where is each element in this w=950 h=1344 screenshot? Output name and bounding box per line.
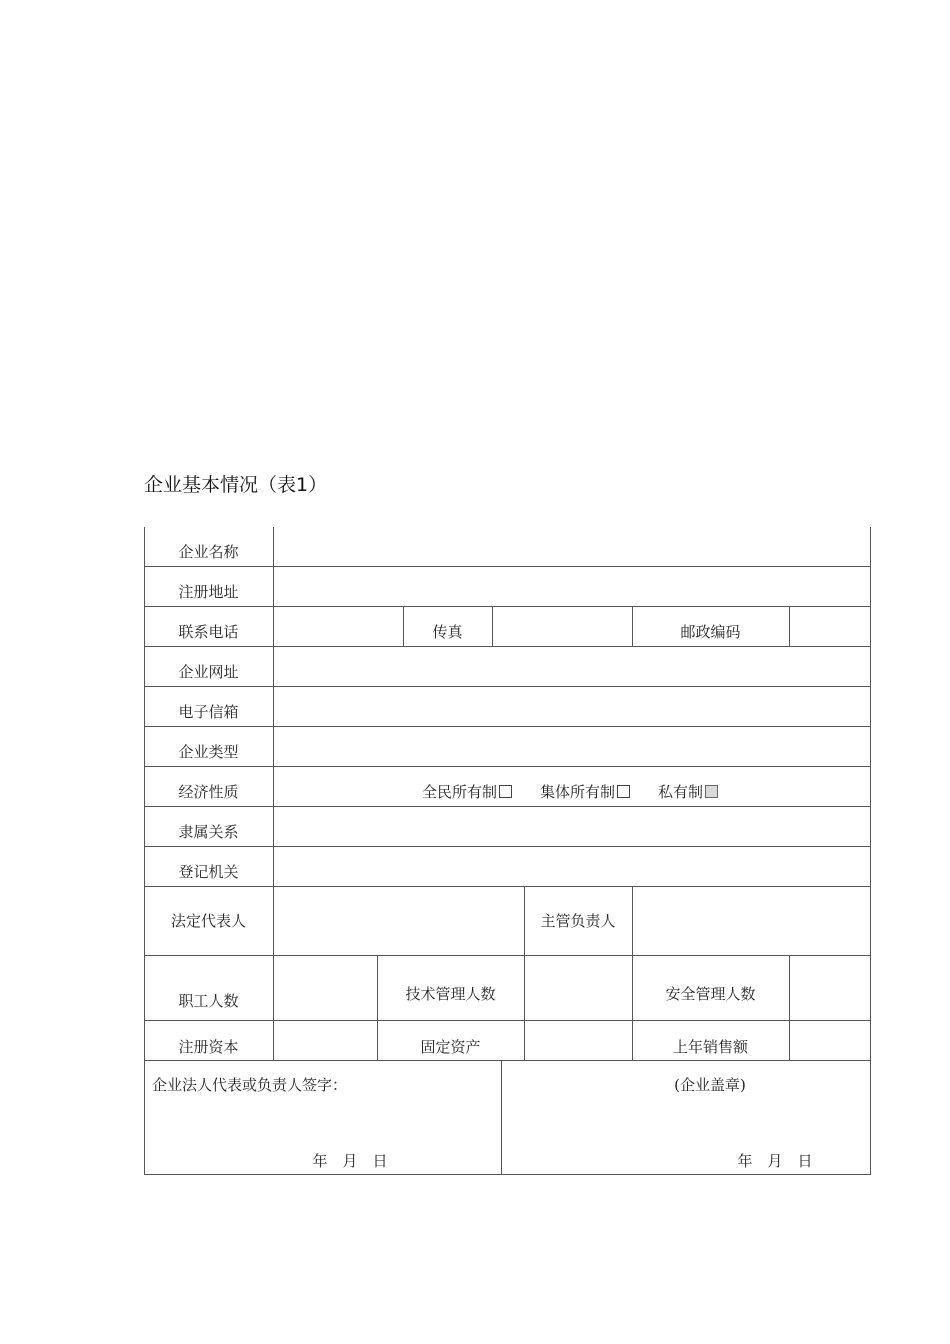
label-postcode: 邮政编码 xyxy=(680,623,741,641)
option-private[interactable]: 私有制 xyxy=(658,781,718,802)
label-affiliation: 隶属关系 xyxy=(178,823,239,841)
label-enterprise-name: 企业名称 xyxy=(178,543,239,561)
label-fax: 传真 xyxy=(432,623,463,641)
label-economic-nature: 经济性质 xyxy=(178,783,239,801)
checkbox-collective[interactable] xyxy=(617,785,630,798)
signature-label: 企业法人代表或负责人签字： xyxy=(152,1075,348,1094)
label-legal-representative: 法定代表人 xyxy=(170,912,246,930)
checkbox-state-owned[interactable] xyxy=(499,785,512,798)
seal-date: 年 月 日 xyxy=(737,1151,813,1170)
seal-label: (企业盖章) xyxy=(674,1075,746,1094)
signature-date: 年 月 日 xyxy=(312,1151,388,1170)
label-manager: 主管负责人 xyxy=(540,912,616,930)
label-tech-mgmt-count: 技术管理人数 xyxy=(405,985,496,1003)
label-phone: 联系电话 xyxy=(178,623,239,641)
checkbox-private[interactable] xyxy=(705,785,718,798)
label-staff-count: 职工人数 xyxy=(178,991,239,1010)
option-collective[interactable]: 集体所有制 xyxy=(540,781,630,802)
label-safety-mgmt-count: 安全管理人数 xyxy=(665,985,756,1003)
label-fixed-assets: 固定资产 xyxy=(420,1037,481,1056)
label-last-year-sales: 上年销售额 xyxy=(672,1037,748,1056)
label-email: 电子信箱 xyxy=(178,703,239,721)
option-state-owned[interactable]: 全民所有制 xyxy=(422,781,512,802)
label-enterprise-type: 企业类型 xyxy=(178,743,239,761)
page-title: 企业基本情况（表1） xyxy=(144,474,328,496)
label-registration-authority: 登记机关 xyxy=(178,863,239,881)
label-website: 企业网址 xyxy=(178,663,239,681)
economic-options xyxy=(390,777,750,806)
label-registered-address: 注册地址 xyxy=(178,583,239,601)
label-registered-capital: 注册资本 xyxy=(178,1037,239,1056)
